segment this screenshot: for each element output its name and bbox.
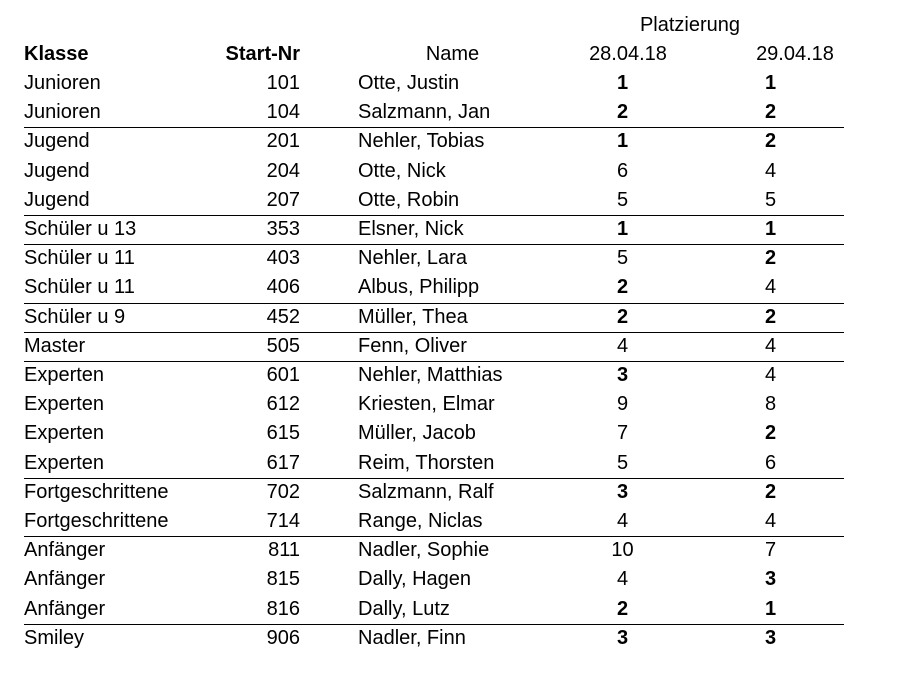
name-cell: Range, Niclas <box>358 510 483 532</box>
start-nr-cell: 403 <box>266 247 300 270</box>
klasse-cell: Master <box>24 334 86 357</box>
placement-29-04-cell: 1 <box>764 597 777 620</box>
table-row <box>0 332 900 361</box>
placement-28-04-cell: 7 <box>616 422 629 445</box>
placement-29-04-cell: 4 <box>764 334 777 357</box>
klasse-cell: Fortgeschrittene <box>24 480 169 503</box>
table-row <box>0 624 900 653</box>
table-row <box>0 98 900 127</box>
table-row <box>0 595 900 624</box>
placement-29-04-cell: 2 <box>764 130 777 153</box>
name-cell: Nehler, Matthias <box>358 364 503 386</box>
placement-28-04-cell: 5 <box>616 247 629 270</box>
name-cell: Salzmann, Jan <box>358 101 491 124</box>
klasse-cell: Fortgeschrittene <box>24 510 169 532</box>
start-nr-cell: 406 <box>266 276 300 299</box>
name-cell: Dally, Lutz <box>358 597 450 620</box>
placement-28-04-cell: 4 <box>616 334 629 357</box>
name-cell: Dally, Hagen <box>358 568 472 591</box>
table-row <box>0 449 900 478</box>
start-nr-cell: 505 <box>266 334 300 357</box>
placement-29-04-cell: 2 <box>764 422 777 445</box>
platzierung-group-header: Platzierung <box>639 14 741 36</box>
placement-29-04-cell: 4 <box>764 276 777 299</box>
table-row <box>0 565 900 594</box>
table-row <box>0 127 900 156</box>
table-row <box>0 244 900 273</box>
table-row <box>0 186 900 215</box>
klasse-cell: Schüler u 11 <box>24 247 135 270</box>
start-nr-cell: 353 <box>266 218 300 240</box>
start-nr-cell: 617 <box>266 451 300 474</box>
placement-29-04-cell: 3 <box>764 568 777 591</box>
table-row <box>0 157 900 186</box>
placement-29-04-cell: 6 <box>764 451 777 474</box>
klasse-cell: Jugend <box>24 188 90 211</box>
placement-28-04-cell: 9 <box>616 393 629 416</box>
start-nr-column-header: Start-Nr <box>225 43 300 65</box>
start-nr-cell: 815 <box>266 568 300 591</box>
placement-29-04-cell: 2 <box>764 247 777 270</box>
start-nr-cell: 207 <box>266 188 300 211</box>
table-row <box>0 215 900 244</box>
name-cell: Müller, Thea <box>358 305 468 328</box>
klasse-cell: Schüler u 11 <box>24 276 135 299</box>
table-row <box>0 303 900 332</box>
klasse-cell: Anfänger <box>24 597 106 620</box>
name-column-header: Name <box>425 43 480 65</box>
date2-column-header: 29.04.18 <box>756 43 834 65</box>
start-nr-cell: 204 <box>266 159 300 182</box>
name-cell: Otte, Justin <box>358 72 460 94</box>
table-row <box>0 69 900 98</box>
placement-29-04-cell: 2 <box>764 305 777 328</box>
table-row <box>0 390 900 419</box>
name-cell: Nadler, Finn <box>358 626 466 649</box>
table-header-row <box>0 40 900 69</box>
placement-29-04-cell: 1 <box>764 72 777 94</box>
name-cell: Nadler, Sophie <box>358 539 490 562</box>
klasse-cell: Experten <box>24 364 105 386</box>
name-cell: Reim, Thorsten <box>358 451 495 474</box>
klasse-cell: Jugend <box>24 130 90 153</box>
name-cell: Nehler, Tobias <box>358 130 485 153</box>
placement-28-04-cell: 2 <box>616 101 629 124</box>
placement-28-04-cell: 2 <box>616 276 629 299</box>
placement-29-04-cell: 1 <box>764 218 777 240</box>
table-row <box>0 419 900 448</box>
klasse-cell: Anfänger <box>24 568 106 591</box>
klasse-cell: Schüler u 9 <box>24 305 126 328</box>
placement-28-04-cell: 3 <box>616 364 629 386</box>
placement-29-04-cell: 4 <box>764 159 777 182</box>
placement-28-04-cell: 4 <box>616 568 629 591</box>
start-nr-cell: 702 <box>266 480 300 503</box>
name-cell: Otte, Nick <box>358 159 446 182</box>
start-nr-cell: 201 <box>266 130 300 153</box>
name-cell: Müller, Jacob <box>358 422 476 445</box>
klasse-cell: Experten <box>24 422 105 445</box>
name-cell: Nehler, Lara <box>358 247 467 270</box>
placement-29-04-cell: 5 <box>764 188 777 211</box>
start-nr-cell: 101 <box>266 72 300 94</box>
klasse-cell: Junioren <box>24 101 101 124</box>
placement-28-04-cell: 1 <box>616 218 629 240</box>
table-row <box>0 361 900 390</box>
placement-29-04-cell: 4 <box>764 364 777 386</box>
placement-28-04-cell: 3 <box>616 626 629 649</box>
start-nr-cell: 452 <box>266 305 300 328</box>
start-nr-cell: 104 <box>266 101 300 124</box>
date1-column-header: 28.04.18 <box>589 43 667 65</box>
name-cell: Otte, Robin <box>358 188 460 211</box>
placement-28-04-cell: 5 <box>616 451 629 474</box>
klasse-cell: Experten <box>24 451 105 474</box>
placement-28-04-cell: 3 <box>616 480 629 503</box>
placement-29-04-cell: 8 <box>764 393 777 416</box>
start-nr-cell: 612 <box>266 393 300 416</box>
placement-29-04-cell: 4 <box>764 510 777 532</box>
name-cell: Albus, Philipp <box>358 276 480 299</box>
start-nr-cell: 714 <box>266 510 300 532</box>
placement-28-04-cell: 6 <box>616 159 629 182</box>
placement-28-04-cell: 1 <box>616 130 629 153</box>
placement-29-04-cell: 7 <box>764 539 777 562</box>
name-cell: Salzmann, Ralf <box>358 480 494 503</box>
placement-28-04-cell: 2 <box>616 305 629 328</box>
table-row <box>0 507 900 536</box>
name-cell: Kriesten, Elmar <box>358 393 495 416</box>
klasse-cell: Anfänger <box>24 539 106 562</box>
klasse-cell: Smiley <box>24 626 85 649</box>
klasse-cell: Jugend <box>24 159 90 182</box>
start-nr-cell: 601 <box>266 364 300 386</box>
placement-29-04-cell: 2 <box>764 101 777 124</box>
table-row <box>0 273 900 302</box>
start-nr-cell: 816 <box>266 597 300 620</box>
klasse-cell: Schüler u 13 <box>24 218 137 240</box>
placement-28-04-cell: 1 <box>616 72 629 94</box>
placement-29-04-cell: 2 <box>764 480 777 503</box>
klasse-column-header: Klasse <box>24 43 89 65</box>
placement-28-04-cell: 5 <box>616 188 629 211</box>
name-cell: Fenn, Oliver <box>358 334 467 357</box>
start-nr-cell: 811 <box>268 539 300 562</box>
start-nr-cell: 906 <box>266 626 300 649</box>
placement-28-04-cell: 2 <box>616 597 629 620</box>
table-row <box>0 536 900 565</box>
placement-29-04-cell: 3 <box>764 626 777 649</box>
klasse-cell: Junioren <box>24 72 101 94</box>
name-cell: Elsner, Nick <box>358 218 464 240</box>
klasse-cell: Experten <box>24 393 105 416</box>
placement-28-04-cell: 4 <box>616 510 629 532</box>
placement-28-04-cell: 10 <box>611 539 634 562</box>
start-nr-cell: 615 <box>266 422 300 445</box>
table-row <box>0 478 900 507</box>
